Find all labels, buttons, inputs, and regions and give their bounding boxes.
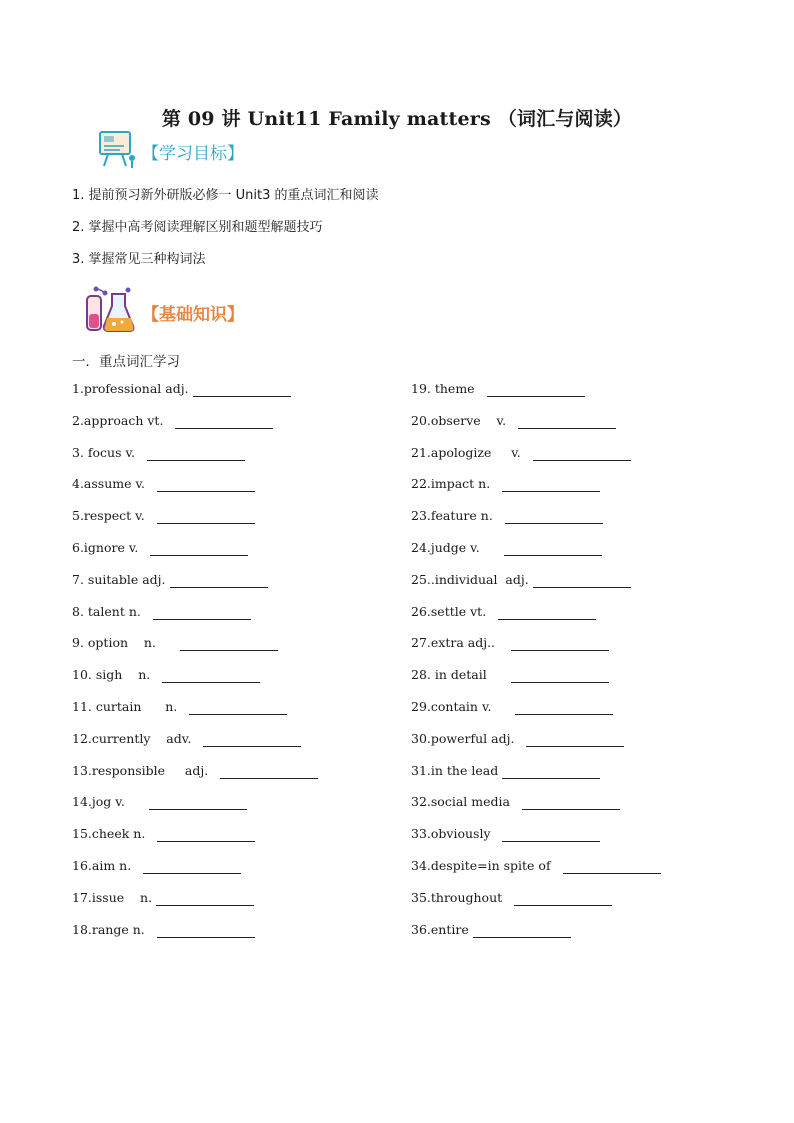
objective-item: 3. 掌握常见三种构词法 xyxy=(72,252,206,267)
answer-blank[interactable] xyxy=(498,604,596,620)
vocab-term: 17.issue n. xyxy=(72,889,153,905)
vocab-term: 11. curtain n. xyxy=(72,698,186,714)
vocab-item xyxy=(411,508,741,540)
answer-blank[interactable] xyxy=(502,826,600,842)
vocab-term: 15.cheek n. xyxy=(72,826,154,842)
vocab-item xyxy=(72,731,402,763)
vocab-term: 8. talent n. xyxy=(72,603,149,619)
vocab-term: 20.observe v. xyxy=(411,412,515,428)
answer-blank[interactable] xyxy=(511,635,609,651)
answer-blank[interactable] xyxy=(189,699,287,715)
vocab-item xyxy=(411,890,741,922)
vocab-term: 6.ignore v. xyxy=(72,539,147,555)
vocab-item xyxy=(411,572,741,604)
vocab-item xyxy=(72,794,402,826)
vocab-item xyxy=(411,445,741,477)
answer-blank[interactable] xyxy=(504,540,602,556)
vocab-term: 21.apologize v. xyxy=(411,444,529,460)
answer-blank[interactable] xyxy=(147,445,245,461)
answer-blank[interactable] xyxy=(514,890,612,906)
vocab-term: 7. suitable adj. xyxy=(72,571,166,587)
vocab-item xyxy=(411,476,741,508)
objective-item: 2. 掌握中高考阅读理解区别和题型解题技巧 xyxy=(72,220,323,235)
vocab-term: 29.contain v. xyxy=(411,698,512,714)
vocab-term: 14.jog v. xyxy=(72,794,145,810)
objective-item: 1. 提前预习新外研版必修一 Unit3 的重点词汇和阅读 xyxy=(72,188,379,203)
vocab-item xyxy=(72,604,402,636)
vocab-column-left xyxy=(72,381,402,953)
answer-blank[interactable] xyxy=(526,731,624,747)
vocab-term: 25..individual adj. xyxy=(411,571,529,587)
answer-blank[interactable] xyxy=(505,508,603,524)
answer-blank[interactable] xyxy=(502,476,600,492)
vocab-item xyxy=(411,413,741,445)
vocab-term: 33.obviously xyxy=(411,826,499,842)
vocab-item xyxy=(411,794,741,826)
vocab-item xyxy=(411,763,741,795)
answer-blank[interactable] xyxy=(518,413,616,429)
vocab-item xyxy=(72,890,402,922)
vocab-item xyxy=(72,540,402,572)
vocab-term: 30.powerful adj. xyxy=(411,730,523,746)
answer-blank[interactable] xyxy=(153,604,251,620)
answer-blank[interactable] xyxy=(150,540,248,556)
vocab-term: 5.respect v. xyxy=(72,508,153,524)
objectives-list xyxy=(72,186,722,282)
chemistry-flask-icon xyxy=(84,286,138,338)
basic-knowledge-heading xyxy=(84,286,244,338)
answer-blank[interactable] xyxy=(193,381,291,397)
vocab-term: 35.throughout xyxy=(411,889,511,905)
answer-blank[interactable] xyxy=(220,763,318,779)
vocab-term: 19. theme xyxy=(411,381,483,396)
vocab-term: 34.despite=in spite of xyxy=(411,857,559,873)
answer-blank[interactable] xyxy=(157,476,255,492)
answer-blank[interactable] xyxy=(487,381,585,397)
learning-objectives-heading xyxy=(96,128,244,174)
basic-knowledge-label: 【基础知识】 xyxy=(142,304,244,325)
answer-blank[interactable] xyxy=(473,922,571,938)
presentation-board-icon xyxy=(96,128,138,174)
page-title: 第 09 讲 Unit11 Family matters （词汇与阅读） xyxy=(161,108,633,130)
vocab-item xyxy=(72,508,402,540)
vocab-item xyxy=(72,572,402,604)
vocab-term: 9. option n. xyxy=(72,635,176,651)
vocab-item xyxy=(411,731,741,763)
vocab-term: 12.currently adv. xyxy=(72,730,200,746)
vocab-term: 26.settle vt. xyxy=(411,603,495,619)
vocab-term: 23.feature n. xyxy=(411,508,501,524)
answer-blank[interactable] xyxy=(511,667,609,683)
vocab-term: 1.professional adj. xyxy=(72,381,189,396)
vocab-item xyxy=(72,381,402,413)
vocab-item xyxy=(72,699,402,731)
answer-blank[interactable] xyxy=(156,890,254,906)
answer-blank[interactable] xyxy=(533,445,631,461)
vocab-term: 3. focus v. xyxy=(72,444,143,460)
vocab-term: 24.judge v. xyxy=(411,539,500,555)
vocab-item xyxy=(72,635,402,667)
vocab-item xyxy=(72,476,402,508)
answer-blank[interactable] xyxy=(563,858,661,874)
vocab-term: 36.entire xyxy=(411,921,469,937)
answer-blank[interactable] xyxy=(175,413,273,429)
vocab-term: 16.aim n. xyxy=(72,857,140,873)
answer-blank[interactable] xyxy=(162,667,260,683)
vocab-item xyxy=(411,858,741,890)
answer-blank[interactable] xyxy=(157,922,255,938)
vocab-item xyxy=(72,667,402,699)
vocab-item xyxy=(72,445,402,477)
answer-blank[interactable] xyxy=(522,794,620,810)
vocab-term: 10. sigh n. xyxy=(72,667,159,683)
answer-blank[interactable] xyxy=(180,635,278,651)
vocab-term: 22.impact n. xyxy=(411,476,499,492)
vocab-item xyxy=(411,635,741,667)
vocab-item xyxy=(72,413,402,445)
vocab-term: 27.extra adj.. xyxy=(411,635,507,651)
vocab-part-title: 一．重点词汇学习 xyxy=(72,354,180,370)
answer-blank[interactable] xyxy=(149,794,247,810)
vocab-item xyxy=(411,381,741,413)
vocab-item xyxy=(411,604,741,636)
vocab-term: 2.approach vt. xyxy=(72,412,172,428)
vocab-item xyxy=(72,826,402,858)
vocab-term: 13.responsible adj. xyxy=(72,762,217,778)
answer-blank[interactable] xyxy=(143,858,241,874)
vocab-item xyxy=(411,699,741,731)
answer-blank[interactable] xyxy=(502,763,600,779)
vocab-term: 18.range n. xyxy=(72,921,153,937)
answer-blank[interactable] xyxy=(170,572,268,588)
vocab-term: 28. in detail xyxy=(411,667,507,683)
answer-blank[interactable] xyxy=(157,826,255,842)
vocab-item xyxy=(72,922,402,954)
learning-objectives-label: 【学习目标】 xyxy=(142,143,244,164)
answer-blank[interactable] xyxy=(515,699,613,715)
vocab-term: 32.social media xyxy=(411,794,518,810)
vocab-column-right xyxy=(411,381,741,953)
vocab-item xyxy=(72,763,402,795)
answer-blank[interactable] xyxy=(203,731,301,747)
vocab-term: 4.assume v. xyxy=(72,476,153,492)
answer-blank[interactable] xyxy=(533,572,631,588)
vocab-item xyxy=(411,667,741,699)
vocab-term: 31.in the lead xyxy=(411,762,499,778)
vocab-item xyxy=(411,540,741,572)
vocab-item xyxy=(411,922,741,954)
answer-blank[interactable] xyxy=(157,508,255,524)
vocab-item xyxy=(411,826,741,858)
vocab-item xyxy=(72,858,402,890)
